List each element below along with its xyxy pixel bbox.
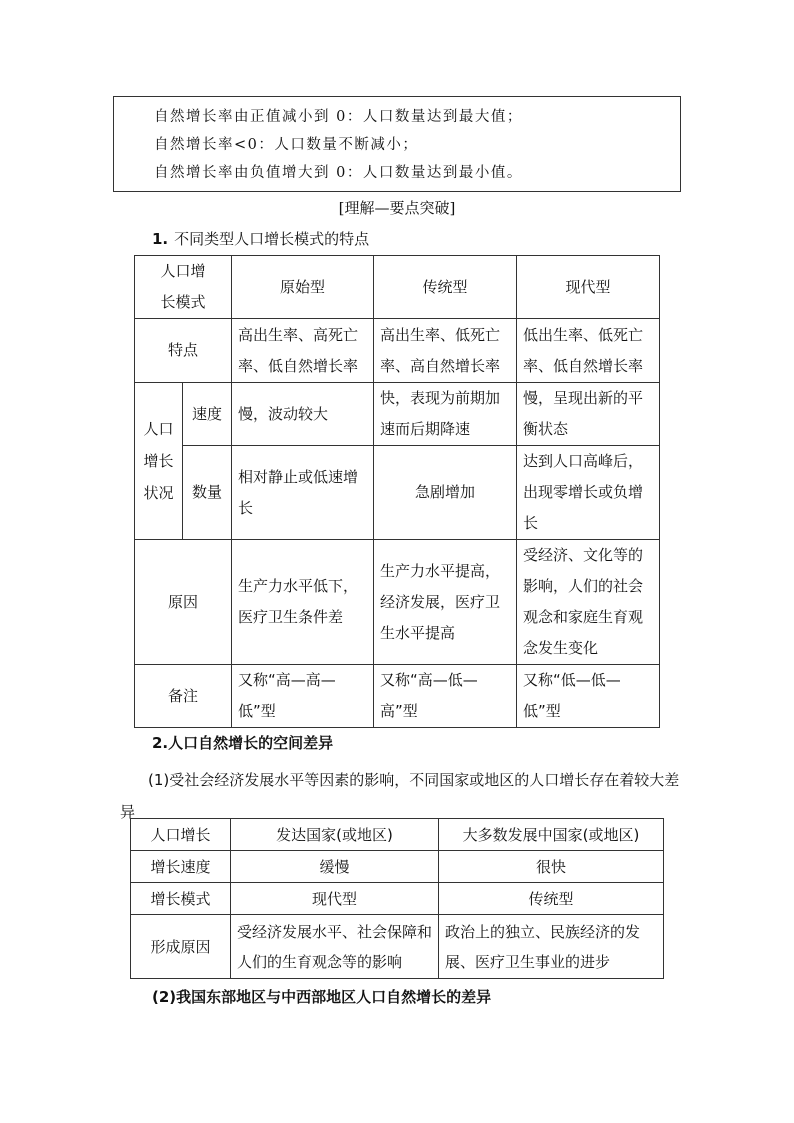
table-row <box>135 383 660 446</box>
box-line-1: 自然增长率由正值减小到 0：人口数量达到最大值； <box>154 109 523 125</box>
header-col-traditional: 传统型 <box>374 256 517 319</box>
cell: 缓慢 <box>231 851 439 883</box>
header-corner-line-2: 长模式 <box>160 293 206 311</box>
table-row <box>135 446 660 540</box>
cell: 快，表现为前期加速而后期降速 <box>374 383 517 446</box>
regional-difference-table <box>130 818 664 979</box>
table-row <box>135 540 660 665</box>
row-label-speed: 速度 <box>183 383 232 446</box>
table-row <box>131 851 664 883</box>
cell: 受经济、文化等的影响，人们的社会观念和家庭生育观念发生变化 <box>517 540 660 665</box>
table-row <box>131 915 664 979</box>
cell: 低出生率、低死亡率、低自然增长率 <box>517 319 660 383</box>
paragraph-1: (1)受社会经济发展水平等因素的影响，不同国家或地区的人口增长存在着较大差异 <box>120 771 680 821</box>
header-col-modern: 现代型 <box>517 256 660 319</box>
cell: 高出生率、低死亡率、高自然增长率 <box>374 319 517 383</box>
section-1-title: 不同类型人口增长模式的特点 <box>174 230 370 248</box>
table-row <box>135 319 660 383</box>
cell: 很快 <box>439 851 664 883</box>
header-corner-line-1: 人口增 <box>160 262 206 280</box>
subtitle: [理解—要点突破] <box>338 199 456 217</box>
header-developed: 发达国家(或地区) <box>231 819 439 851</box>
table-row <box>135 665 660 728</box>
cell: 受经济发展水平、社会保障和人们的生育观念等的影响 <box>231 915 439 979</box>
header-col-primitive: 原始型 <box>232 256 374 319</box>
row-label-quantity: 数量 <box>183 446 232 540</box>
cell: 慢，呈现出新的平衡状态 <box>517 383 660 446</box>
box-line-2: 自然增长率<0：人口数量不断减小； <box>154 137 419 153</box>
cell: 又称“高—高—低”型 <box>232 665 374 728</box>
cell: 现代型 <box>231 883 439 915</box>
cell: 高出生率、高死亡率、低自然增长率 <box>232 319 374 383</box>
cell: 政治上的独立、民族经济的发展、医疗卫生事业的进步 <box>439 915 664 979</box>
header-corner <box>135 256 232 319</box>
cell: 又称“低—低—低”型 <box>517 665 660 728</box>
cell: 传统型 <box>439 883 664 915</box>
growth-mode-table <box>134 255 660 728</box>
header-growth: 人口增长 <box>131 819 231 851</box>
table-row <box>131 883 664 915</box>
cell: 又称“高—低—高”型 <box>374 665 517 728</box>
row-label-cause: 原因 <box>135 540 232 665</box>
section-3-heading <box>152 986 491 1007</box>
section-1-heading <box>152 228 369 249</box>
cell: 生产力水平提高，经济发展，医疗卫生水平提高 <box>374 540 517 665</box>
row-label-speed: 增长速度 <box>131 851 231 883</box>
header-developing: 大多数发展中国家(或地区) <box>439 819 664 851</box>
row-label-mode: 增长模式 <box>131 883 231 915</box>
row-label-cause: 形成原因 <box>131 915 231 979</box>
row-label-features: 特点 <box>135 319 232 383</box>
box-line-3: 自然增长率由负值增大到 0：人口数量达到最小值。 <box>154 165 523 181</box>
section-1-number: 1. <box>152 230 169 248</box>
section-2-heading: 2.人口自然增长的空间差异 <box>152 734 334 752</box>
cell: 生产力水平低下，医疗卫生条件差 <box>232 540 374 665</box>
row-label-note: 备注 <box>135 665 232 728</box>
cell: 急剧增加 <box>374 446 517 540</box>
row-label-growth-status: 人口增长状况 <box>135 383 183 540</box>
summary-box <box>113 96 681 192</box>
table-row <box>131 819 664 851</box>
table-row <box>135 256 660 319</box>
section-3-title: (2)我国东部地区与中西部地区人口自然增长的差异 <box>152 988 492 1006</box>
cell: 相对静止或低速增长 <box>232 446 374 540</box>
cell: 达到人口高峰后，出现零增长或负增长 <box>517 446 660 540</box>
cell: 慢，波动较大 <box>232 383 374 446</box>
